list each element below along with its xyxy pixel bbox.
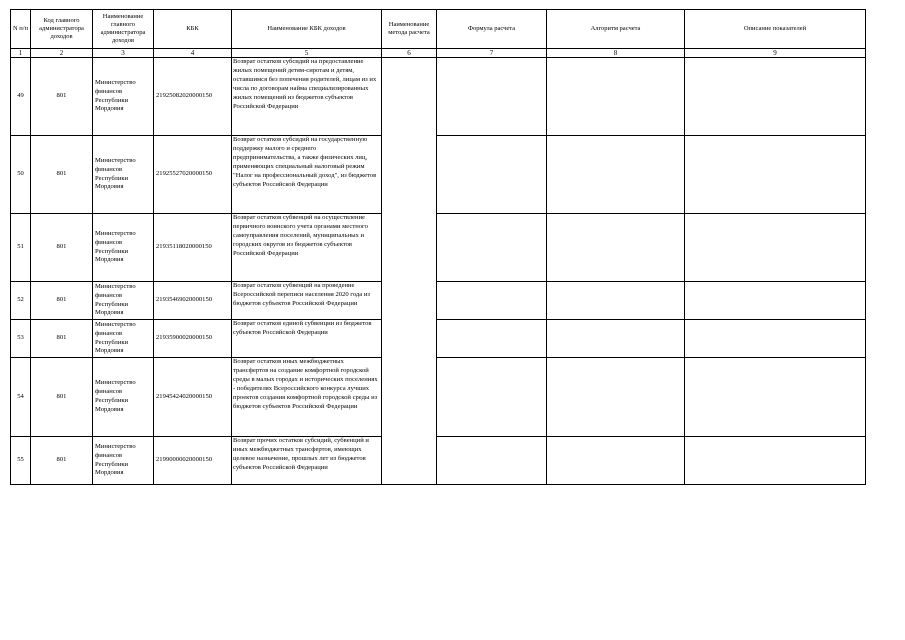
admin-code: 801: [31, 320, 93, 358]
kbk-name: Возврат прочих остатков субсидий, субвенций и иных межбюджетных трансфертов, имеющих целевое назначение, прошлых лет из бюджетов субъектов Российской Федерации: [232, 437, 382, 485]
admin-name: Министерство финансов Республики Мордовия: [93, 437, 154, 485]
algorithm-cell: [547, 214, 685, 282]
kbk-code: 21935469020000150: [154, 282, 232, 320]
row-number: 52: [11, 282, 31, 320]
admin-code: 801: [31, 136, 93, 214]
algorithm-cell: [547, 358, 685, 437]
header-n: N п/п: [11, 10, 31, 49]
header-method: Наименование метода расчета: [382, 10, 437, 49]
indicators-cell: [685, 58, 866, 136]
kbk-name: Возврат остатков иных межбюджетных трансфертов на создание комфортной городской среды в малых городах и исторических поселениях - победителях Всероссийского конкурса лучших проектов создания комфортной городской среды из бюджетов субъектов Российской Федерации: [232, 358, 382, 437]
indicators-cell: [685, 136, 866, 214]
header-row: [11, 10, 866, 49]
method-cell: [382, 58, 437, 485]
admin-name: Министерство финансов Республики Мордовия: [93, 320, 154, 358]
kbk-code: 21925082020000150: [154, 58, 232, 136]
column-number: 9: [685, 49, 866, 58]
header-kbk: КБК: [154, 10, 232, 49]
admin-name: Министерство финансов Республики Мордовия: [93, 282, 154, 320]
table-row: [11, 58, 866, 136]
formula-cell: [437, 320, 547, 358]
indicators-cell: [685, 358, 866, 437]
formula-cell: [437, 136, 547, 214]
kbk-code: 21990000020000150: [154, 437, 232, 485]
indicators-cell: [685, 214, 866, 282]
admin-code: 801: [31, 358, 93, 437]
column-number: 2: [31, 49, 93, 58]
column-number: 7: [437, 49, 547, 58]
kbk-code: 21925527020000150: [154, 136, 232, 214]
table-row: [11, 214, 866, 282]
admin-code: 801: [31, 58, 93, 136]
column-number: 4: [154, 49, 232, 58]
table-row: [11, 282, 866, 320]
header-algorithm: Алгоритм расчета: [547, 10, 685, 49]
formula-cell: [437, 358, 547, 437]
algorithm-cell: [547, 58, 685, 136]
admin-name: Министерство финансов Республики Мордовия: [93, 58, 154, 136]
header-formula: Формула расчета: [437, 10, 547, 49]
kbk-name: Возврат остатков субсидий на государственную поддержку малого и среднего предпринимательства, а также физических лиц, применяющих специальный налоговый режим "Налог на профессиональный доход", из бюджетов субъектов Российской Федерации: [232, 136, 382, 214]
row-number: 50: [11, 136, 31, 214]
admin-code: 801: [31, 282, 93, 320]
kbk-name: Возврат остатков единой субвенции из бюджетов субъектов Российской Федерации: [232, 320, 382, 358]
formula-cell: [437, 282, 547, 320]
row-number: 51: [11, 214, 31, 282]
admin-name: Министерство финансов Республики Мордовия: [93, 136, 154, 214]
row-number: 53: [11, 320, 31, 358]
table-row: [11, 136, 866, 214]
kbk-code: 21935118020000150: [154, 214, 232, 282]
admin-name: Министерство финансов Республики Мордовия: [93, 358, 154, 437]
column-number-row: [11, 49, 866, 58]
algorithm-cell: [547, 136, 685, 214]
formula-cell: [437, 214, 547, 282]
row-number: 55: [11, 437, 31, 485]
algorithm-cell: [547, 320, 685, 358]
row-number: 49: [11, 58, 31, 136]
admin-code: 801: [31, 214, 93, 282]
kbk-name: Возврат остатков субвенций на осуществление первичного воинского учета органами местного самоуправления поселений, муниципальных и городских округов из бюджетов субъектов Российской Федерации: [232, 214, 382, 282]
header-admin-name: Наименование главного администратора доходов: [93, 10, 154, 49]
kbk-name: Возврат остатков субвенций на проведение Всероссийской переписи населения 2020 года из бюджетов субъектов Российской Федерации: [232, 282, 382, 320]
kbk-code: 21935900020000150: [154, 320, 232, 358]
column-number: 3: [93, 49, 154, 58]
formula-cell: [437, 437, 547, 485]
column-number: 1: [11, 49, 31, 58]
indicators-cell: [685, 282, 866, 320]
column-number: 5: [232, 49, 382, 58]
column-number: 6: [382, 49, 437, 58]
column-number: 8: [547, 49, 685, 58]
row-number: 54: [11, 358, 31, 437]
indicators-cell: [685, 320, 866, 358]
header-indicators: Описание показателей: [685, 10, 866, 49]
table-row: [11, 320, 866, 358]
header-admin-code: Код главного администратора доходов: [31, 10, 93, 49]
header-kbk-name: Наименование КБК доходов: [232, 10, 382, 49]
admin-code: 801: [31, 437, 93, 485]
table-row: [11, 358, 866, 437]
kbk-code: 21945424020000150: [154, 358, 232, 437]
algorithm-cell: [547, 437, 685, 485]
table-row: [11, 437, 866, 485]
revenue-methods-table: [10, 9, 866, 485]
kbk-name: Возврат остатков субсидий на предоставление жилых помещений детям-сиротам и детям, оставшимся без попечения родителей, лицам из их числа по договорам найма специализированных жилых помещений из бюджетов субъектов Российской Федерации: [232, 58, 382, 136]
formula-cell: [437, 58, 547, 136]
indicators-cell: [685, 437, 866, 485]
admin-name: Министерство финансов Республики Мордовия: [93, 214, 154, 282]
algorithm-cell: [547, 282, 685, 320]
